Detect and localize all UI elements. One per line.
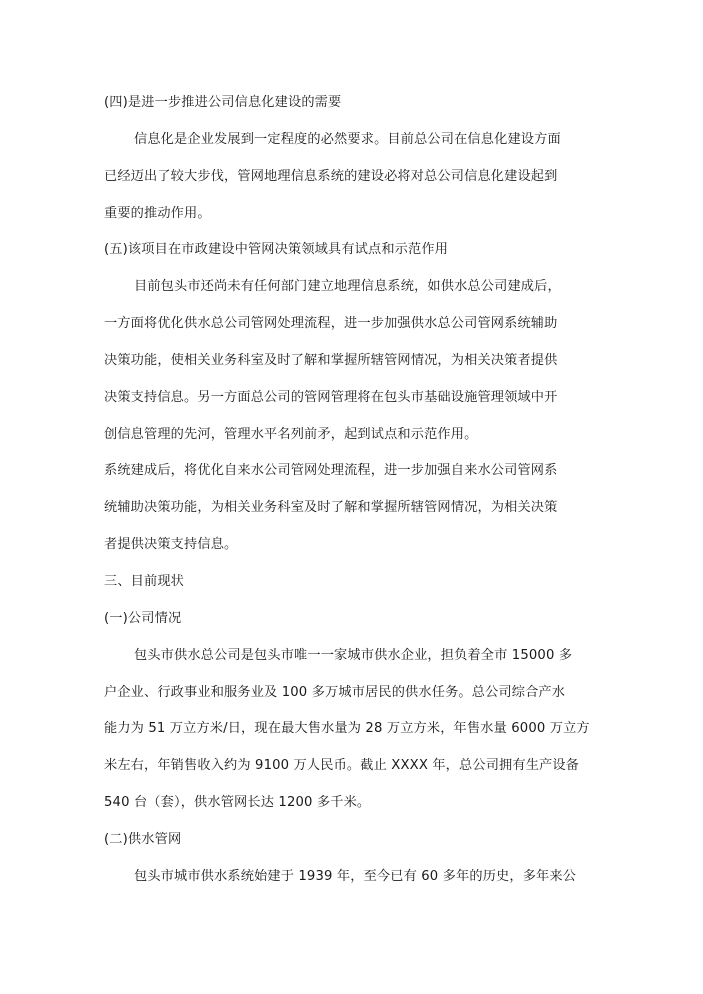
section-heading-4: (四)是进一步推进公司信息化建设的需要: [104, 95, 342, 110]
subsection-heading-1: (一)公司情况: [104, 611, 182, 626]
paragraph-line: 已经迈出了较大步伐，管网地理信息系统的建设必将对总公司信息化建设起到: [104, 169, 558, 184]
paragraph-line: 包头市供水总公司是包头市唯一一家城市供水企业，担负着全市 15000 多: [134, 648, 573, 663]
paragraph-line: 者提供决策支持信息。: [104, 537, 238, 552]
paragraph-line: 重要的推动作用。: [104, 206, 211, 221]
paragraph-line: 决策支持信息。另一方面总公司的管网管理将在包头市基础设施管理领域中开: [104, 390, 558, 405]
paragraph-line: 创信息管理的先河，管理水平名列前矛，起到试点和示范作用。: [104, 427, 478, 442]
section-heading-5: (五)该项目在市政建设中管网决策领域具有试点和示范作用: [104, 242, 449, 257]
chapter-heading-3: 三、目前现状: [104, 574, 185, 589]
paragraph-line: 目前包头市还尚未有任何部门建立地理信息系统，如供水总公司建成后，: [134, 279, 561, 294]
subsection-heading-2: (二)供水管网: [104, 832, 182, 847]
paragraph-line: 信息化是企业发展到一定程度的必然要求。目前总公司在信息化建设方面: [134, 132, 561, 147]
paragraph-line: 540 台（套），供水管网长达 1200 多千米。: [104, 795, 371, 810]
paragraph-line: 米左右，年销售收入约为 9100 万人民币。截止 XXXX 年，总公司拥有生产设备: [104, 758, 580, 773]
paragraph-line: 一方面将优化供水总公司管网处理流程，进一步加强供水总公司管网系统辅助: [104, 316, 558, 331]
paragraph-line: 决策功能，使相关业务科室及时了解和掌握所辖管网情况，为相关决策者提供: [104, 353, 558, 368]
paragraph-line: 系统建成后，将优化自来水公司管网处理流程，进一步加强自来水公司管网系: [104, 463, 558, 478]
paragraph-line: 能力为 51 万立方米/日，现在最大售水量为 28 万立方米，年售水量 6000 万立方: [104, 721, 590, 736]
paragraph-line: 包头市城市供水系统始建于 1939 年，至今已有 60 多年的历史，多年来公: [134, 869, 577, 884]
paragraph-line: 户企业、行政事业和服务业及 100 多万城市居民的供水任务。总公司综合产水: [104, 685, 566, 700]
paragraph-line: 统辅助决策功能，为相关业务科室及时了解和掌握所辖管网情况，为相关决策: [104, 500, 558, 515]
